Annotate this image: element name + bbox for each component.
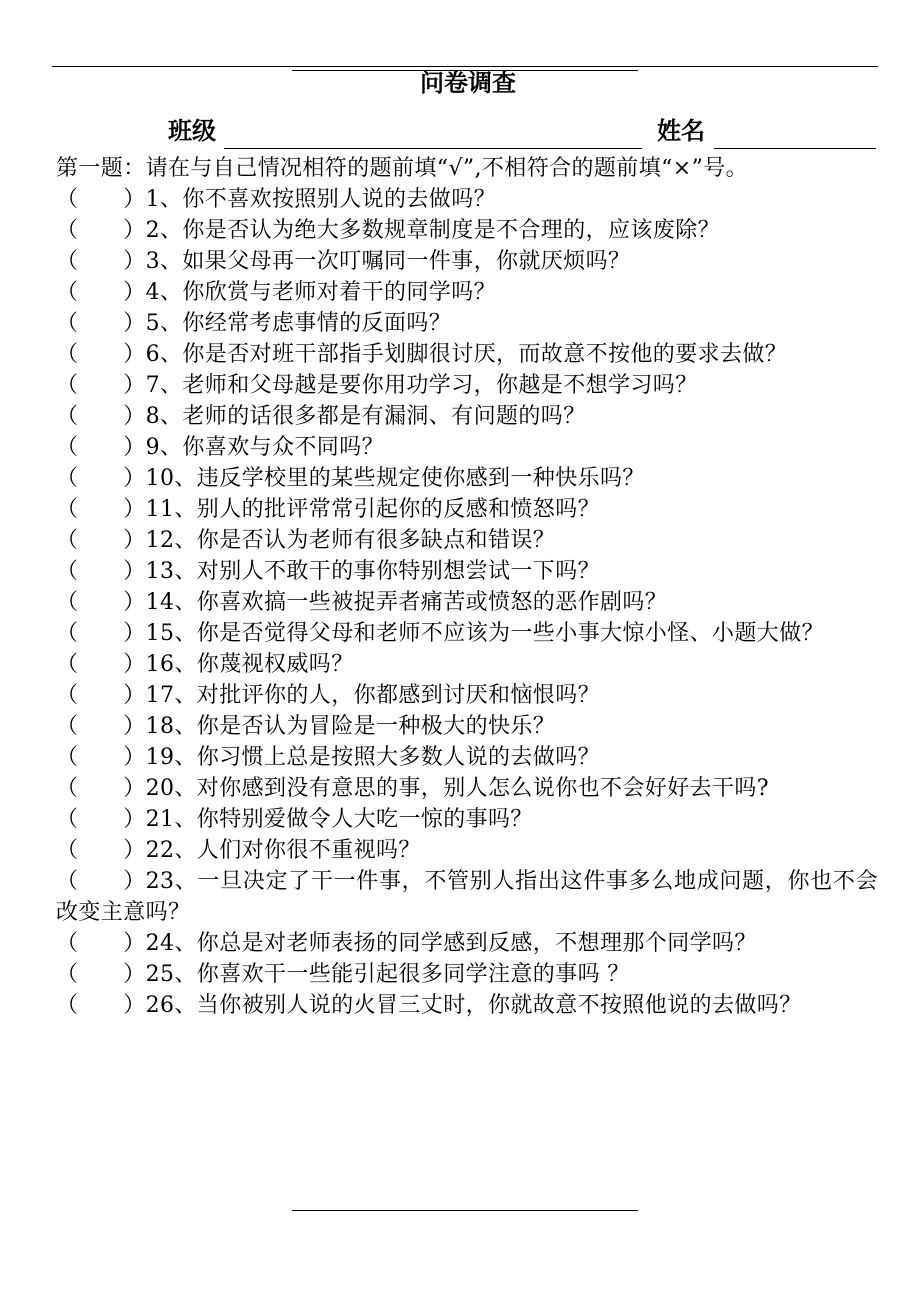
question-list [56,184,878,1021]
answer-blank[interactable]: （ ） [56,931,146,956]
question-text: 15、你是否觉得父母和老师不应该为一些小事大惊小怪、小题大做？ [145,621,825,646]
question-text: 26、当你被别人说的火冒三丈时，你就故意不按照他说的去做吗？ [145,993,802,1018]
question-item [56,401,878,432]
header-rule [52,66,878,67]
question-item [56,432,878,463]
answer-blank[interactable]: （ ） [56,621,146,646]
question-item [56,370,878,401]
answer-blank[interactable]: （ ） [56,745,146,770]
answer-blank[interactable]: （ ） [56,249,146,274]
class-label: 班级 [168,117,216,145]
question-text: 8、老师的话很多都是有漏洞、有问题的吗？ [145,404,586,429]
question-item [56,618,878,649]
answer-blank[interactable]: （ ） [56,187,146,212]
question-text: 11、别人的批评常常引起你的反感和愤怒吗？ [145,497,601,522]
question-text: 14、你喜欢搞一些被捉弄者痛苦或愤怒的恶作剧吗？ [145,590,668,615]
questionnaire-body [56,153,878,1021]
answer-blank[interactable]: （ ） [56,280,146,305]
answer-blank[interactable]: （ ） [56,466,146,491]
question-text: 25、你喜欢干一些能引起很多同学注意的事吗 ？ [145,962,630,987]
question-text: 2、你是否认为绝大多数规章制度是不合理的，应该废除？ [145,218,721,243]
answer-blank[interactable]: （ ） [56,869,146,894]
question-text: 7、老师和父母越是要你用功学习，你越是不想学习吗？ [145,373,698,398]
answer-blank[interactable]: （ ） [56,993,146,1018]
question-item [56,556,878,587]
question-text: 4、你欣赏与老师对着干的同学吗？ [145,280,497,305]
answer-blank[interactable]: （ ） [56,342,146,367]
question-text: 12、你是否认为老师有很多缺点和错误？ [145,528,556,553]
question-item [56,308,878,339]
question-item [56,525,878,556]
answer-blank[interactable]: （ ） [56,373,146,398]
question-item [56,773,878,804]
question-item [56,215,878,246]
question-item [56,339,878,370]
answer-blank[interactable]: （ ） [56,311,146,336]
question-text: 21、你特别爱做令人大吃一惊的事吗？ [145,807,533,832]
question-text: 17、对批评你的人，你都感到讨厌和恼恨吗？ [145,683,601,708]
question-item [56,742,878,773]
question-text: 10、违反学校里的某些规定使你感到一种快乐吗？ [145,466,645,491]
question-text: 6、你是否对班干部指手划脚很讨厌，而故意不按他的要求去做？ [145,342,788,367]
question-text: 23、一旦决定了干一件事，不管别人指出这件事多么地成问题，你也不会改变主意吗？ [56,869,878,925]
question-text: 1、你不喜欢按照别人说的去做吗？ [145,187,497,212]
question-item [56,680,878,711]
footer-rule [292,1210,638,1211]
question-item [56,246,878,277]
answer-blank[interactable]: （ ） [56,528,146,553]
question-item [56,928,878,959]
question-item [56,649,878,680]
question-item [56,711,878,742]
answer-blank[interactable]: （ ） [56,714,146,739]
answer-blank[interactable]: （ ） [56,962,146,987]
page-title: 问卷调查 [420,69,516,97]
answer-blank[interactable]: （ ） [56,652,146,677]
question-text: 18、你是否认为冒险是一种极大的快乐？ [145,714,556,739]
name-label: 姓名 [657,117,705,145]
question-text: 16、你蔑视权威吗？ [145,652,354,677]
answer-blank[interactable]: （ ） [56,559,146,584]
answer-blank[interactable]: （ ） [56,590,146,615]
question-item [56,494,878,525]
question-item [56,835,878,866]
instruction-text: 第一题：请在与自己情况相符的题前填“√”,不相符合的题前填“×”号。 [56,156,749,181]
question-text: 9、你喜欢与众不同吗？ [145,435,385,460]
question-text: 19、你习惯上总是按照大多数人说的去做吗？ [145,745,601,770]
name-field[interactable] [714,148,876,149]
answer-blank[interactable]: （ ） [56,218,146,243]
answer-blank[interactable]: （ ） [56,404,146,429]
question-text: 3、如果父母再一次叮嘱同一件事，你就厌烦吗？ [145,249,631,274]
answer-blank[interactable]: （ ） [56,838,146,863]
question-item [56,990,878,1021]
question-text: 13、对别人不敢干的事你特别想尝试一下吗？ [145,559,601,584]
question-item [56,184,878,215]
question-item [56,277,878,308]
answer-blank[interactable]: （ ） [56,776,146,801]
class-field[interactable] [224,148,642,149]
answer-blank[interactable]: （ ） [56,435,146,460]
question-item [56,866,878,928]
answer-blank[interactable]: （ ） [56,497,146,522]
question-item [56,587,878,618]
question-text: 20、对你感到没有意思的事，别人怎么说你也不会好好去干吗? [145,776,770,801]
question-text: 5、你经常考虑事情的反面吗？ [145,311,452,336]
question-item [56,463,878,494]
question-text: 22、人们对你很不重视吗？ [145,838,421,863]
answer-blank[interactable]: （ ） [56,807,146,832]
answer-blank[interactable]: （ ） [56,683,146,708]
question-text: 24、你总是对老师表扬的同学感到反感，不想理那个同学吗？ [145,931,757,956]
question-item [56,959,878,990]
question-item [56,804,878,835]
